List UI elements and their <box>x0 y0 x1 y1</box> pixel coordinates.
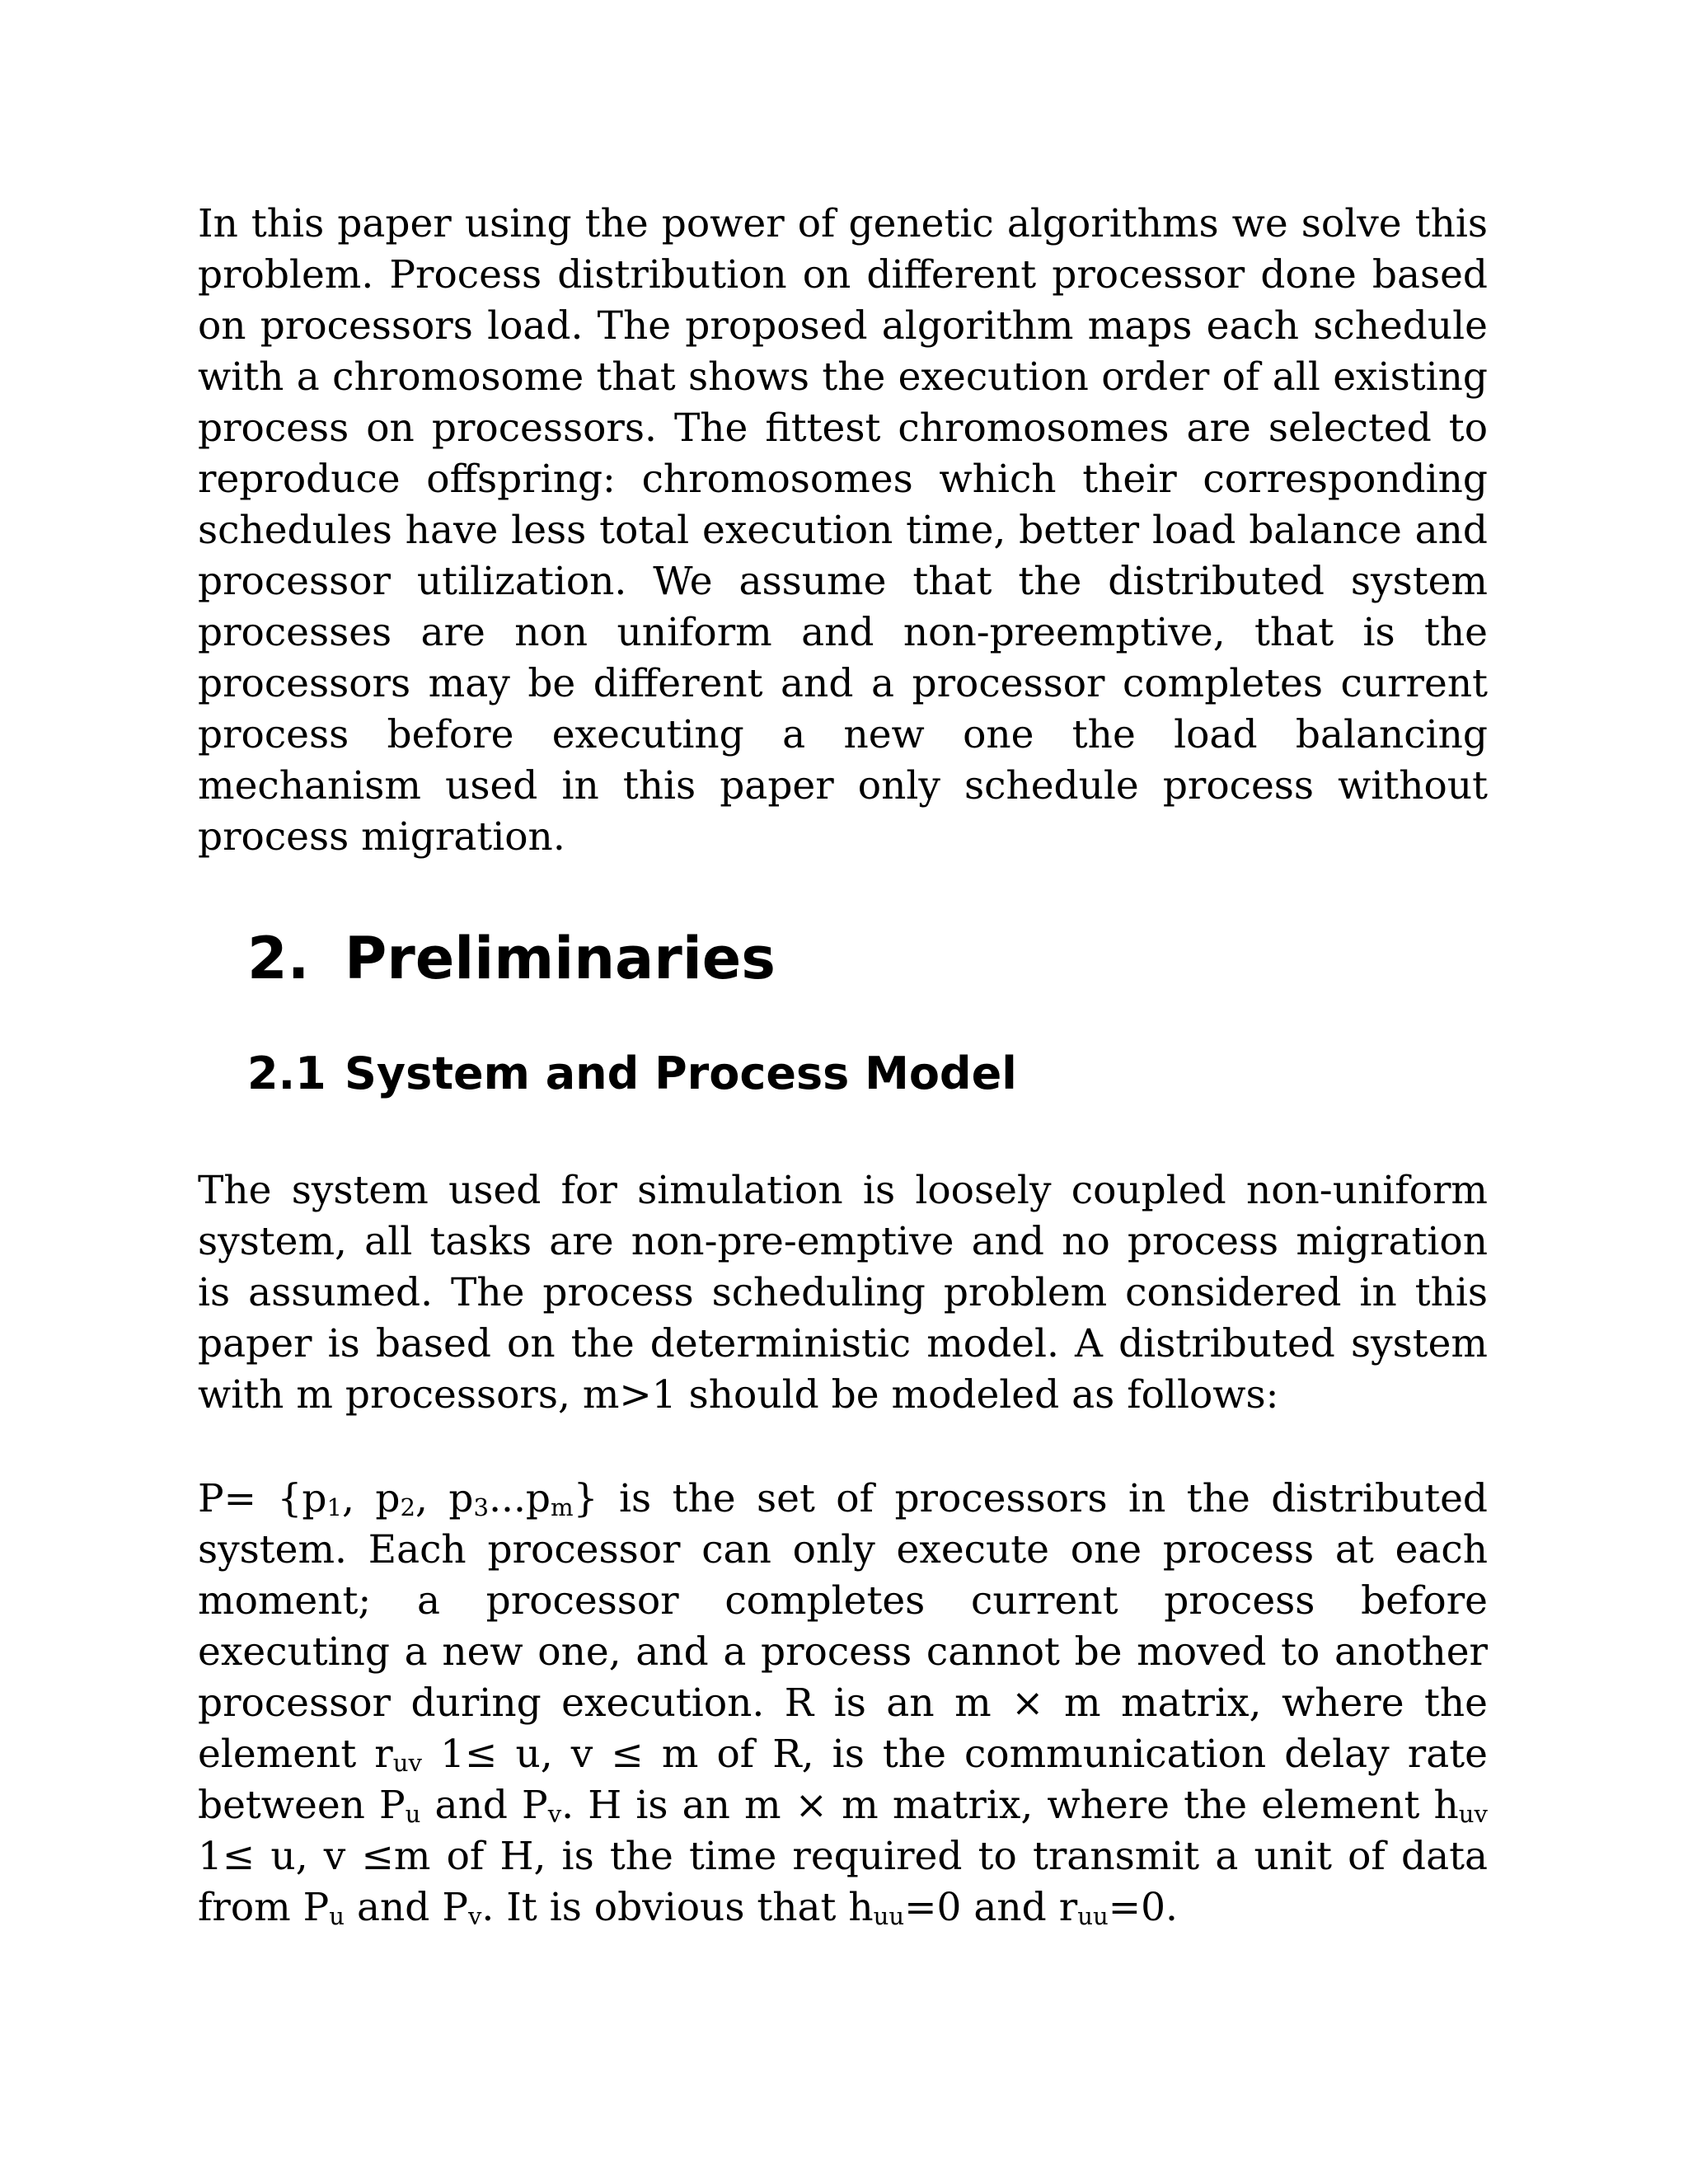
subscript: u <box>405 1800 421 1829</box>
subscript: 2 <box>400 1493 416 1522</box>
subscript: 3 <box>473 1493 490 1522</box>
section-heading <box>247 921 776 996</box>
subsection-number: 2.1 <box>247 1047 326 1099</box>
model-text: . It is obvious that h <box>481 1885 874 1930</box>
model-text: =0. <box>1108 1885 1178 1930</box>
subsection-heading <box>247 1045 1017 1103</box>
model-text: P= {p <box>198 1476 327 1521</box>
intro-paragraph: In this paper using the power of genetic algorithms we solve this problem. Process distribution on different processor done based on processors load. The proposed algorithm maps each schedule with a chromosome that shows the execution order of all existing process on processors. The fittest chromosomes are selected to reproduce offspring: chromosomes which their corresponding schedules have less total execution time, better load balance and processor utilization. We assume that the distributed system processes are non uniform and non-preemptive, that is the processors may be different and a processor completes current process before executing a new one the load balancing mechanism used in this paper only schedule process without process migration. <box>198 201 1488 860</box>
subscript: u <box>329 1902 345 1931</box>
model-text: ...p <box>489 1476 551 1521</box>
model-text: and P <box>345 1885 468 1930</box>
subsection-title: System and Process Model <box>345 1047 1017 1099</box>
subscript: uv <box>392 1749 422 1778</box>
model-text: 1≤ u, v ≤ m of R, is the communication delay rate between P <box>198 1732 1488 1828</box>
subscript: uu <box>1077 1902 1109 1931</box>
model-text: =0 and r <box>904 1885 1078 1930</box>
system-paragraph: The system used for simulation is loosely coupled non-uniform system, all tasks are non-pre-emptive and no process migration is assumed. The process scheduling problem considered in this paper is based on the deterministic model. A distributed system with m processors, m>1 should be modeled as follows: <box>198 1168 1488 1418</box>
subscript: 1 <box>326 1493 342 1522</box>
subscript: uu <box>873 1902 905 1931</box>
model-text: 1≤ u, v ≤m of H, is the time required to transmit a unit of data from P <box>198 1834 1488 1930</box>
model-paragraph <box>198 1474 1488 1933</box>
subscript: uv <box>1458 1800 1489 1829</box>
model-text: } is the set of processors in the distributed system. Each processor can only execute one process at each moment; a processor completes current process before executing a new one, and a process cannot be moved to another processor during execution. R is an m × m matrix, where the element r <box>198 1476 1489 1777</box>
section-title: Preliminaries <box>345 925 776 992</box>
model-text: and P <box>420 1783 548 1828</box>
model-text: , p <box>415 1476 474 1521</box>
subscript: v <box>467 1902 482 1931</box>
section-number: 2. <box>247 925 310 992</box>
subscript: v <box>547 1800 562 1829</box>
model-text: , p <box>342 1476 401 1521</box>
model-text: . H is an m × m matrix, where the element h <box>561 1783 1459 1828</box>
subscript: m <box>550 1493 574 1522</box>
